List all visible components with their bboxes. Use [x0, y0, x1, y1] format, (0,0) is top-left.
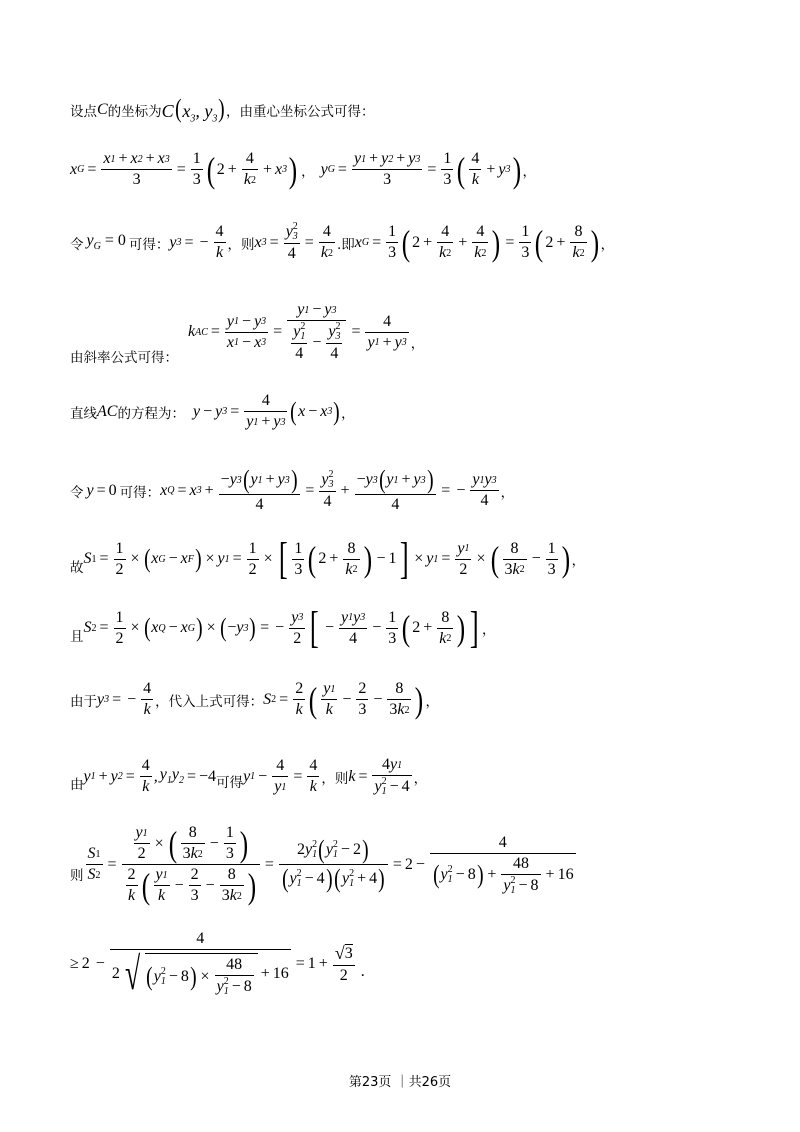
math-s2: S 2 = $\frac{1}{2}$ × ( x Q − x G ) × ( − y 3 ) = − y 3 2 [ − y 1 y 3 4 − $\frac{1}{3}$ ( 2 + 8 k 2 ) ] [83, 603, 480, 652]
text: 令 [70, 484, 84, 501]
math-cond: = 0 [104, 232, 126, 250]
line-3: 令 $y_G = 0$ 可得： y 3 = − $\frac{4}{k}$ ，则 x 3 = y 2 3 4 = 4 k 2 .即 x G = $\frac{1}{3}$ ( 2 + 4 k 2 + 4 k 2 ) = $\frac{1}{3}$ ( 2 + 8 k 2 ) ， [70, 221, 615, 263]
line-11 [70, 824, 578, 905]
math-kac: k AC = y 1 − y 3 x 1 − x 3 = y 1 − y 3 y 2 1 4 − y 2 3 4 = 4 y 1 + y 3 [188, 301, 407, 362]
line-8: 且 S 2 = $\frac{1}{2}$ × ( x Q − x G ) × ( − y 3 ) = − y 3 2 [ − y 1 y 3 4 − $\frac{1}{3}$ ( 2 + 8 k 2 ) ] ， [70, 603, 496, 652]
math-s2-b: S 2 = $\frac{2}{k}$ ( y 1 k − $\frac{2}{3}$ − 8 3 k 2 ) [263, 679, 424, 720]
line-9: 由于 y 3 = − $\frac{4}{k}$ ，代入上式可得： S 2 = $\frac{2}{k}$ ( y 1 k − $\frac{2}{3}$ − 8 3 k 2 ) ， [70, 679, 439, 720]
text: ，则 [321, 770, 349, 787]
math-x3: x 3 = y 2 3 4 = 4 k 2 [254, 221, 333, 262]
text: .即 [336, 236, 355, 253]
text: 可得 [216, 774, 244, 791]
text: 可得： [128, 236, 170, 253]
text: 直线 [70, 405, 97, 422]
math-ratio: S 1 S 2 = y 1 2 × ( 8 3 k 2 − $\frac{1}{3}$ ) $\frac{2}{k}$ ( y 1 k − $\frac{2}{3}$ − 8 3 k 2 ) = 2 y 2 1 ( y 2 1 − 2 ) ( y 2 1 − 4 ) ( y 2 1 + 4 ) = 2 − 4 ( y 2 1 − 8 ) + 48 y 2 1 − 8 + 16 [87, 823, 574, 906]
math-y3-b: y 3 = − $\frac{4}{k}$ [97, 680, 152, 718]
text: 由斜率公式可得： [70, 350, 178, 366]
text: 的坐标为 [107, 104, 162, 121]
text: 设点 [70, 104, 97, 121]
math-sum-prod: y 1 + y 2 = $\frac{4}{k}$ , $y_1y_2$ = −4 [83, 757, 217, 795]
text: 且 [70, 629, 84, 645]
text: 的方程为： [117, 405, 185, 422]
line-7: 故 S 1 = $\frac{1}{2}$ × ( x G − x F ) × y 1 = $\frac{1}{2}$ × [ $\frac{1}{3}$ ( 2 + 8 k 2 ) − 1 ] × y 1 = y 1 2 × ( 8 3 k 2 − $\frac{1}{3}$ ) ， [70, 534, 586, 583]
text: ，则 [227, 236, 255, 253]
text: 则 [70, 867, 84, 884]
text: 由于 [70, 693, 97, 710]
text: 令 [70, 236, 84, 253]
line-6: 令 y = 0 可得： x Q = x 3 + − y 3 ( y 1 + y 3 ) 4 = y 2 3 4 + − y 3 ( y 1 + y 3 ) 4 = − y 1 y 3 4 ， [70, 465, 515, 513]
page-footer: 第23页 ｜共26页 [348, 1075, 452, 1090]
math-s1: S 1 = $\frac{1}{2}$ × ( x G − x F ) × y 1 = $\frac{1}{2}$ × [ $\frac{1}{3}$ ( 2 + 8 k 2 ) − 1 ] × y 1 = y 1 2 × ( 8 3 k 2 − $\frac{1}{3}$ ) [83, 534, 570, 583]
math-y1-eq: y 1 − 4 y 1 = $\frac{4}{k}$ [243, 757, 318, 795]
line-10: 由 y 1 + y 2 = $\frac{4}{k}$ , $y_1y_2$ = −4 可得 y 1 − 4 y 1 = $\frac{4}{k}$ ，则 k = 4 y 1 y 2 1 − 4 ， [70, 756, 428, 797]
math-AC: AC [97, 402, 118, 420]
line-5: 直线 AC 的方程为： y − y 3 = 4 y 1 + y 3 ( x − x 3 ) ， [70, 392, 355, 430]
math-xg-2: x G = $\frac{1}{3}$ ( 2 + 4 k 2 + 4 k 2 ) = $\frac{1}{3}$ ( 2 + 8 k 2 ) [354, 222, 599, 263]
math-line-ac: y − y 3 = 4 y 1 + y 3 ( x − x 3 ) [192, 392, 340, 430]
text: 由 [70, 776, 84, 793]
line-12 [70, 930, 365, 997]
math-yg: y G = y 1 + y 2 + y 3 3 = $\frac{1}{3}$ ( $\frac{4}{k}$ + y 3 ) [320, 149, 521, 190]
math-ineq: ≥ 2 − 4 2 √ ( y 2 1 − 8 ) × 48 y 2 1 − 8 + 16 = 1 + √ 3 2 . [70, 930, 365, 999]
math-k: k = 4 y 1 y 2 1 − 4 [348, 756, 410, 797]
text: 故 [70, 560, 84, 576]
math-point-c: $C(x_3$, $y_3$) [161, 94, 225, 125]
math-y3: y 3 = − $\frac{4}{k}$ [169, 223, 224, 261]
text: ，由重心坐标公式可得： [226, 104, 375, 121]
math-C: C [97, 101, 108, 119]
line-1 [70, 96, 375, 125]
text: 可得： [119, 484, 161, 501]
line-4: 由斜率公式可得： k AC = y 1 − y 3 x 1 − x 3 = y 1 − y 3 y 2 1 4 − y 2 3 4 = 4 y 1 + y 3 ， [70, 301, 425, 366]
line-2: x G = x 1 + x 2 + x 3 3 = $\frac{1}{3}$ ( 2 + 4 k 2 + x 3 ) ， y G = y 1 + y 2 + y 3 3 = $\frac{1}{3}$ ( $\frac{4}{k}$ + y 3 ) ， [70, 149, 537, 190]
math-xg: x G = x 1 + x 2 + x 3 3 = $\frac{1}{3}$ ( 2 + 4 k 2 + x 3 ) [70, 149, 298, 190]
math-xq: x Q = x 3 + − y 3 ( y 1 + y 3 ) 4 = y 2 3 4 + − y 3 ( y 1 + y 3 ) 4 = − y 1 y 3 4 [160, 465, 497, 513]
text: ，代入上式可得： [155, 693, 264, 710]
